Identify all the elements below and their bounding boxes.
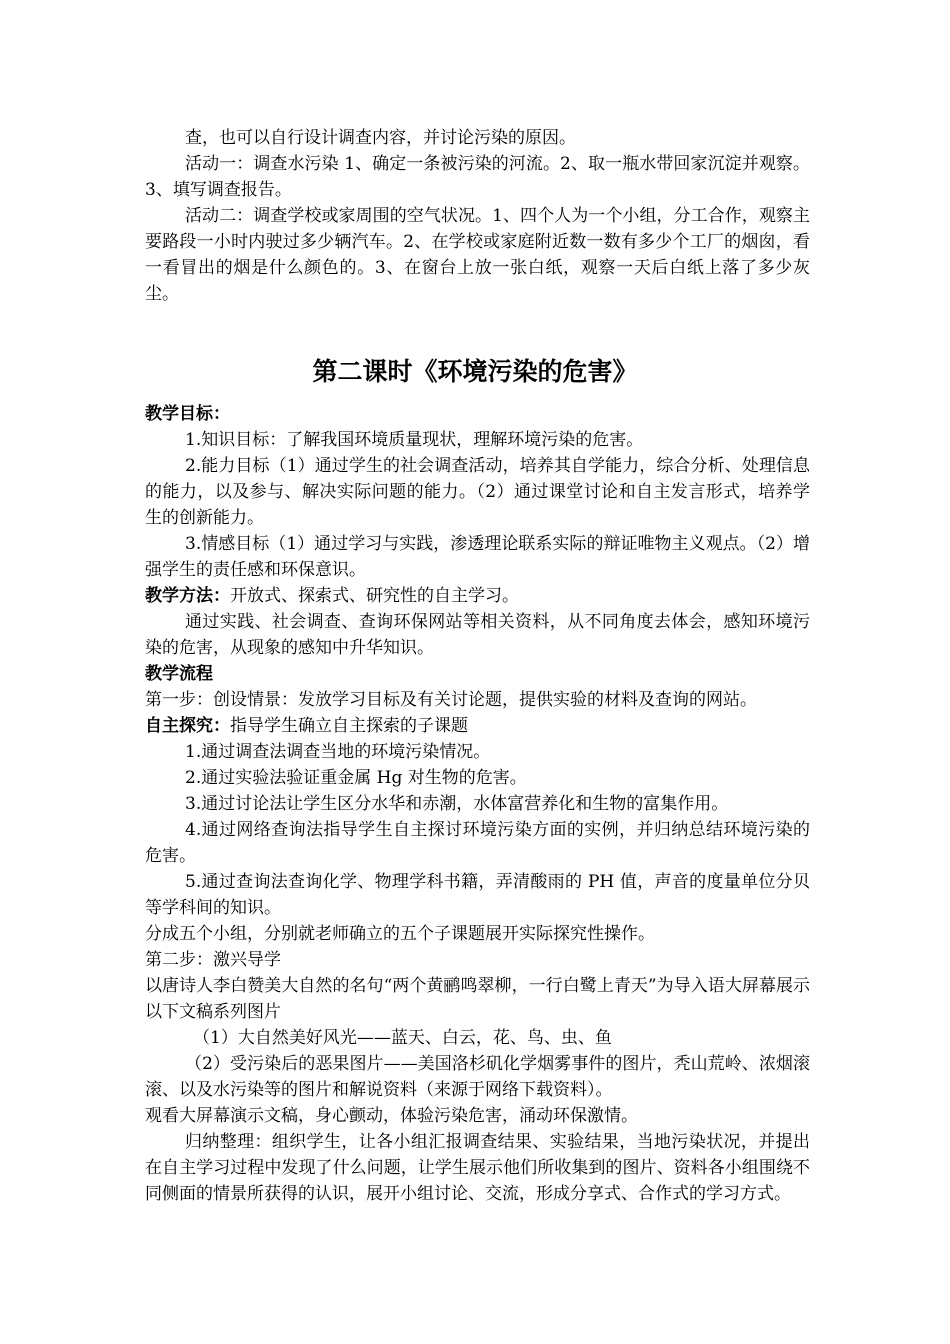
picture-item-2-text: （2）受污染后的恶果图片——美国洛杉矶化学烟雾事件的图片，秃山荒岭、浓烟滚滚、以及水污染等的图片和解说资料（来源于网络下载资料）。	[145, 1054, 810, 1100]
heading-teaching-goals: 教学目标：	[145, 404, 230, 424]
heading-teaching-flow: 教学流程	[145, 664, 213, 684]
top-section	[145, 125, 810, 307]
heading-self-explore: 自主探究：	[145, 716, 230, 736]
page-title: 第二课时《环境污染的危害》	[312, 357, 638, 386]
paragraph-step-one: 第一步：创设情景：发放学习目标及有关讨论题，提供实验的材料及查询的网站。	[145, 690, 757, 710]
self-explore-text: 指导学生确立自主探索的子课题	[230, 716, 468, 736]
explore-item-3: 3.通过讨论法让学生区分水华和赤潮，水体富营养化和生物的富集作用。	[185, 794, 729, 814]
paragraph-survey-intro: 查，也可以自行设计调查内容，并讨论污染的原因。	[185, 128, 576, 148]
explore-item-1: 1.通过调查法调查当地的环境污染情况。	[185, 742, 491, 762]
explore-item-5: 5.通过查询法查询化学、物理学科书籍，弄清酸雨的 PH 值，声音的度量单位分贝等学科间的知识。	[145, 872, 810, 918]
paragraph-watch: 观看大屏幕演示文稿，身心颤动，体验污染危害，涌动环保激情。	[145, 1106, 638, 1126]
teaching-method-line	[145, 583, 810, 609]
paragraph-activity-one: 活动一：调查水污染 1、确定一条被污染的河流。2、取一瓶水带回家沉淀并观察。3、填写调查报告。	[145, 154, 810, 200]
picture-item-2	[145, 1051, 810, 1103]
heading-teaching-method: 教学方法：	[145, 586, 230, 606]
paragraph-method-detail: 通过实践、社会调查、查询环保网站等相关资料，从不同角度去体会，感知环境污染的危害，从现象的感知中升华知识。	[145, 612, 810, 658]
goal-knowledge: 1.知识目标：了解我国环境质量现状，理解环境污染的危害。	[185, 430, 644, 450]
main-section	[145, 401, 810, 1207]
goal-ability: 2.能力目标（1）通过学生的社会调查活动，培养其自学能力，综合分析、处理信息的能力，以及参与、解决实际问题的能力。（2）通过课堂讨论和自主发言形式，培养学生的创新能力。	[145, 456, 810, 528]
paragraph-activity-two: 活动二：调查学校或家周围的空气状况。1、四个人为一个小组，分工合作，观察主要路段一小时内驶过多少辆汽车。2、在学校或家庭附近数一数有多少个工厂的烟囱，看一看冒出的烟是什么颜色的。3、在窗台上放一张白纸，观察一天后白纸上落了多少灰尘。	[145, 206, 810, 304]
paragraph-summary: 归纳整理：组织学生，让各小组汇报调查结果、实验结果，当地污染状况，并提出在自主学习过程中发现了什么问题，让学生展示他们所收集到的图片、资料各小组围绕不同侧面的情景所获得的认识，展开小组讨论、交流，形成分享式、合作式的学习方式。	[145, 1132, 810, 1204]
explore-item-4: 4.通过网络查询法指导学生自主探讨环境污染方面的实例，并归纳总结环境污染的危害。	[145, 820, 810, 866]
paragraph-groups: 分成五个小组，分别就老师确立的五个子课题展开实际探究性操作。	[145, 924, 655, 944]
goal-emotion: 3.情感目标（1）通过学习与实践，渗透理论联系实际的辩证唯物主义观点。（2）增强学生的责任感和环保意识。	[145, 534, 810, 580]
explore-item-2: 2.通过实验法验证重金属 Hg 对生物的危害。	[185, 768, 527, 788]
paragraph-intro-poem: 以唐诗人李白赞美大自然的名句“两个黄鹂鸣翠柳，一行白鹭上青天”为导入语大屏幕展示以下文稿系列图片	[145, 976, 810, 1022]
explore-line	[145, 713, 810, 739]
teaching-method-text: 开放式、探索式、研究性的自主学习。	[230, 586, 519, 606]
paragraph-step-two: 第二步：激兴导学	[145, 950, 281, 970]
picture-item-1: （1）大自然美好风光——蓝天、白云，花、鸟、虫、鱼	[193, 1028, 612, 1048]
